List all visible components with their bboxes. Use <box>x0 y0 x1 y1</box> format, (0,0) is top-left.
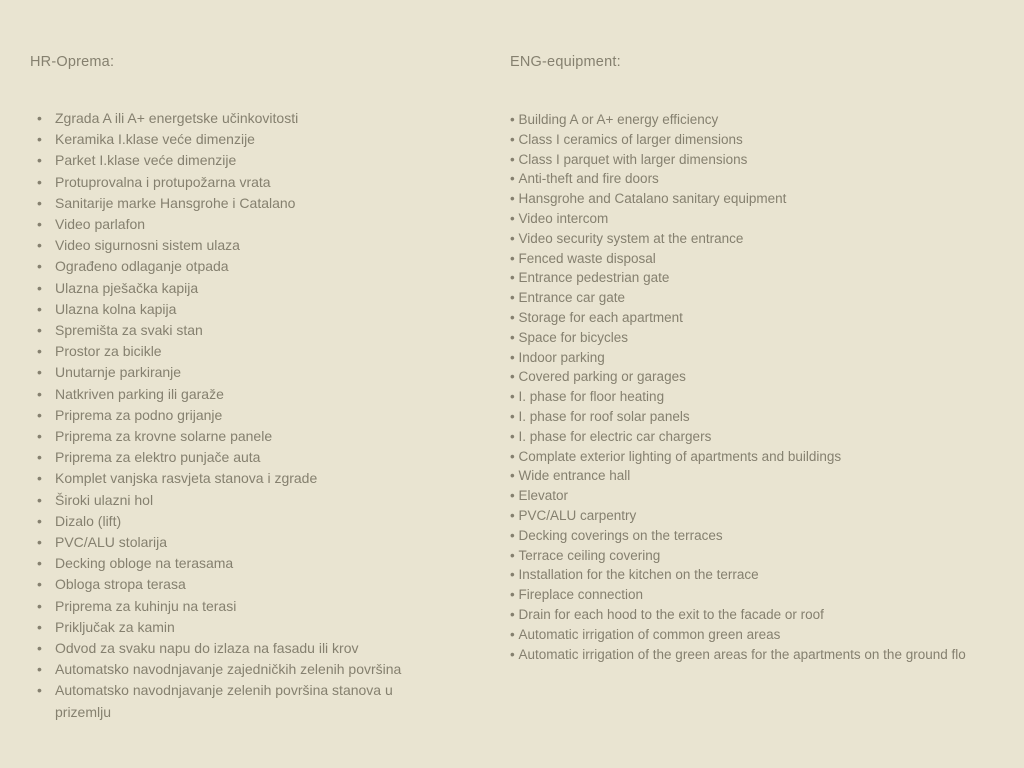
list-item: • Automatic irrigation of the green areas for the apartments on the ground flo <box>510 645 1024 665</box>
list-item: • Entrance pedestrian gate <box>510 268 1024 288</box>
eng-column-title: ENG-equipment: <box>510 54 621 70</box>
list-item: • Priključak za kamin <box>30 617 407 638</box>
list-item: • PVC/ALU carpentry <box>510 506 1024 526</box>
list-item: • I. phase for electric car chargers <box>510 427 1024 447</box>
list-item: • I. phase for floor heating <box>510 387 1024 407</box>
list-item: • Spremišta za svaki stan <box>30 320 407 341</box>
list-item: • Video intercom <box>510 209 1024 229</box>
list-item: • Priprema za podno grijanje <box>30 405 407 426</box>
list-item: • Priprema za elektro punjače auta <box>30 447 407 468</box>
list-item: • Unutarnje parkiranje <box>30 362 407 383</box>
eng-list <box>510 110 1024 664</box>
list-item: • Decking obloge na terasama <box>30 553 407 574</box>
list-item: • Ulazna kolna kapija <box>30 299 407 320</box>
list-item: • Decking coverings on the terraces <box>510 526 1024 546</box>
list-item: • Installation for the kitchen on the terrace <box>510 565 1024 585</box>
list-item: • Video sigurnosni sistem ulaza <box>30 235 407 256</box>
list-item: • Wide entrance hall <box>510 466 1024 486</box>
list-item: • Obloga stropa terasa <box>30 574 407 595</box>
list-item: • Space for bicycles <box>510 328 1024 348</box>
list-item: • Automatsko navodnjavanje zajedničkih zelenih površina <box>30 659 407 680</box>
list-item: • PVC/ALU stolarija <box>30 532 407 553</box>
list-item: • Sanitarije marke Hansgrohe i Catalano <box>30 193 407 214</box>
list-item: • Priprema za krovne solarne panele <box>30 426 407 447</box>
list-item: • Parket I.klase veće dimenzije <box>30 150 407 171</box>
list-item: • Keramika I.klase veće dimenzije <box>30 129 407 150</box>
list-item: • Automatsko navodnjavanje zelenih površina stanova u prizemlju <box>30 680 407 722</box>
list-item: • Automatic irrigation of common green areas <box>510 625 1024 645</box>
list-item: • Class I parquet with larger dimensions <box>510 150 1024 170</box>
list-item: • Natkriven parking ili garaže <box>30 384 407 405</box>
list-item: • Covered parking or garages <box>510 367 1024 387</box>
list-item: • Terrace ceiling covering <box>510 546 1024 566</box>
hr-column <box>30 52 450 723</box>
list-item: • Entrance car gate <box>510 288 1024 308</box>
list-item: • Protuprovalna i protupožarna vrata <box>30 172 407 193</box>
list-item: • Fireplace connection <box>510 585 1024 605</box>
hr-list <box>30 108 450 723</box>
eng-column <box>510 52 1024 664</box>
list-item: • Building A or A+ energy efficiency <box>510 110 1024 130</box>
list-item: • Odvod za svaku napu do izlaza na fasadu ili krov <box>30 638 407 659</box>
list-item: • Zgrada A ili A+ energetske učinkovitosti <box>30 108 407 129</box>
list-item: • Fenced waste disposal <box>510 249 1024 269</box>
list-item: • Ulazna pješačka kapija <box>30 278 407 299</box>
list-item: • Complate exterior lighting of apartments and buildings <box>510 447 1024 467</box>
hr-column-title: HR-Oprema: <box>30 54 115 70</box>
list-item: • Anti-theft and fire doors <box>510 169 1024 189</box>
list-item: • Prostor za bicikle <box>30 341 407 362</box>
list-item: • Dizalo (lift) <box>30 511 407 532</box>
list-item: • Hansgrohe and Catalano sanitary equipment <box>510 189 1024 209</box>
list-item: • Komplet vanjska rasvjeta stanova i zgrade <box>30 468 407 489</box>
list-item: • Video security system at the entrance <box>510 229 1024 249</box>
list-item: • Široki ulazni hol <box>30 490 407 511</box>
list-item: • Ograđeno odlaganje otpada <box>30 256 407 277</box>
list-item: • Class I ceramics of larger dimensions <box>510 130 1024 150</box>
list-item: • Elevator <box>510 486 1024 506</box>
list-item: • Storage for each apartment <box>510 308 1024 328</box>
list-item: • Indoor parking <box>510 348 1024 368</box>
list-item: • Priprema za kuhinju na terasi <box>30 596 407 617</box>
list-item: • Video parlafon <box>30 214 407 235</box>
list-item: • I. phase for roof solar panels <box>510 407 1024 427</box>
list-item: • Drain for each hood to the exit to the facade or roof <box>510 605 1024 625</box>
